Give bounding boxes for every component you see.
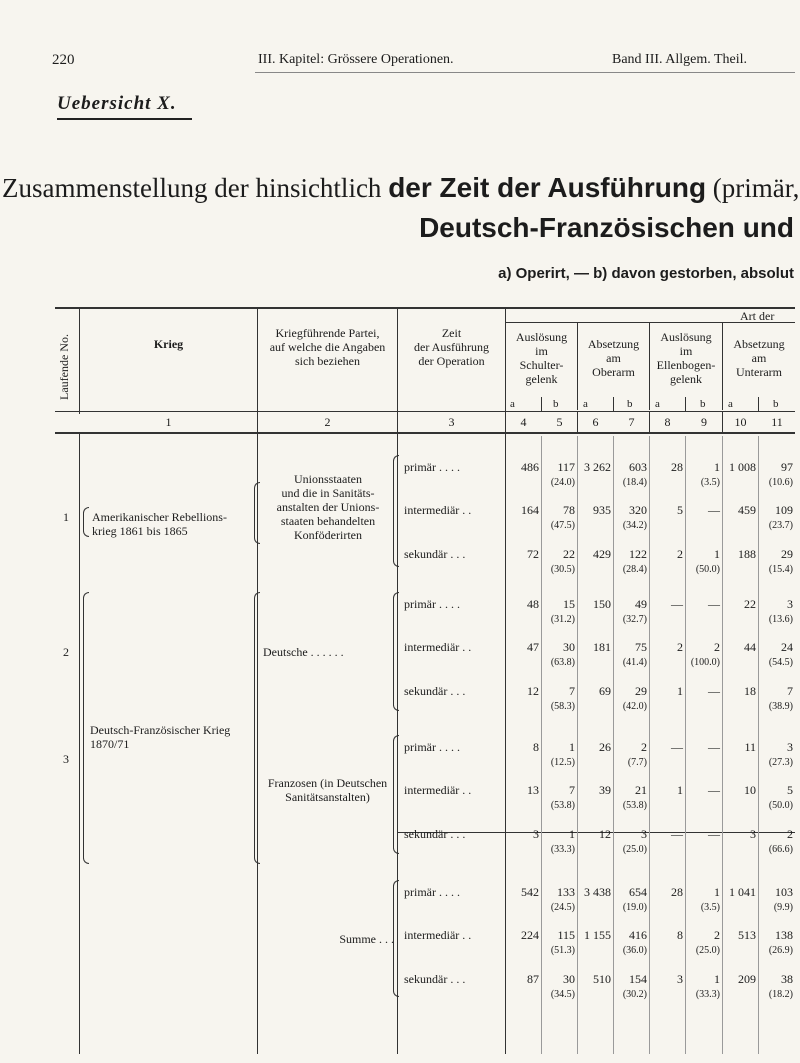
- party-line: Konföderirten: [294, 528, 362, 542]
- cell-c6: 3 438: [584, 885, 611, 899]
- group-line: im: [679, 344, 693, 358]
- cell-c5: 30: [563, 640, 575, 654]
- row-zeit: sekundär . . .: [404, 684, 466, 698]
- cell-c6: 935: [593, 503, 611, 517]
- cell-c5: 117: [557, 460, 575, 474]
- sub-a: a: [728, 398, 733, 410]
- brace-war-2: [83, 592, 89, 864]
- cell-c11-percent: (9.9): [773, 902, 793, 913]
- group-line: Absetzung: [587, 337, 640, 351]
- colnum-1: 1: [165, 415, 172, 429]
- body-vline-1: [79, 434, 80, 1054]
- cell-c4: 3: [533, 827, 539, 841]
- row-zeit: intermediär . .: [404, 928, 472, 942]
- war-name-line: krieg 1861 bis 1865: [92, 524, 188, 538]
- cell-c7-percent: (18.4): [622, 477, 647, 488]
- header-rule: [255, 72, 795, 73]
- cell-c11: 138: [775, 928, 793, 942]
- table-top-rule: [55, 307, 795, 309]
- cell-c7-percent: (7.7): [627, 757, 647, 768]
- group-line: am: [606, 351, 621, 365]
- war-name-american: [92, 510, 227, 538]
- vline-1: [79, 309, 80, 414]
- cell-c7: 49: [635, 597, 647, 611]
- cell-c6: 1 155: [584, 928, 611, 942]
- header-partei-line: auf welche die Angaben: [269, 340, 386, 354]
- cell-c5: 15: [563, 597, 575, 611]
- header-group-oberarm: [578, 337, 649, 379]
- cell-c6: 39: [599, 783, 611, 797]
- cell-c10: 44: [744, 640, 756, 654]
- group-line: Unterarm: [736, 365, 782, 379]
- cell-c8: 2: [677, 547, 683, 561]
- cell-c9: 2: [714, 928, 720, 942]
- cell-c9: —: [708, 503, 720, 517]
- cell-c9: —: [708, 783, 720, 797]
- cell-c4: 486: [521, 460, 539, 474]
- brace-party-2: [254, 592, 260, 864]
- header-group-schulter: [506, 330, 577, 386]
- header-zeit: [398, 326, 505, 368]
- header-zeit-line: der Ausführung: [414, 340, 489, 354]
- cell-c6: 69: [599, 684, 611, 698]
- header-zeit-line: der Operation: [418, 354, 485, 368]
- cell-c5-percent: (51.3): [550, 945, 575, 956]
- cell-c10: 10: [744, 783, 756, 797]
- colnum-9: 9: [701, 415, 707, 429]
- cell-c11: 97: [781, 460, 793, 474]
- cell-c6: 429: [593, 547, 611, 561]
- cell-c8: 28: [671, 460, 683, 474]
- party-line: anstalten der Unions-: [276, 500, 380, 514]
- cell-c11-percent: (54.5): [768, 657, 793, 668]
- cell-c10: 1 008: [729, 460, 756, 474]
- cell-c10: 209: [738, 972, 756, 986]
- title-line-1: Zusammenstellung der hinsichtlich der Zeit der Ausführung (primär,: [2, 172, 800, 203]
- cell-c5-percent: (31.2): [550, 614, 575, 625]
- cell-c8: —: [671, 827, 683, 841]
- row-zeit: sekundär . . .: [404, 827, 466, 841]
- cell-c7: 416: [629, 928, 647, 942]
- cell-c5: 22: [563, 547, 575, 561]
- group-line: am: [751, 351, 767, 365]
- group-line: im: [535, 344, 548, 358]
- cell-c9-percent: (25.0): [695, 945, 720, 956]
- cell-c7-percent: (28.4): [622, 564, 647, 575]
- brace-zeit: [393, 880, 399, 997]
- colnum-7: 7: [628, 415, 635, 429]
- row-zeit: primär . . . .: [404, 885, 460, 899]
- header-laufende-no: Laufende No.: [57, 334, 71, 400]
- cell-c7-percent: (36.0): [622, 945, 647, 956]
- page-number: 220: [52, 52, 75, 68]
- cell-c4: 8: [533, 740, 539, 754]
- cell-c7: 320: [629, 503, 647, 517]
- row-zeit: primär . . . .: [404, 460, 460, 474]
- row-zeit: primär . . . .: [404, 597, 460, 611]
- cell-c9-percent: (3.5): [700, 902, 720, 913]
- cell-c8: —: [671, 740, 683, 754]
- war-number: 1: [63, 510, 69, 524]
- cell-c11: 29: [781, 547, 793, 561]
- cell-c10: 1 041: [729, 885, 756, 899]
- cell-c4: 72: [527, 547, 539, 561]
- cell-c11-percent: (18.2): [768, 989, 793, 1000]
- cell-c11-percent: (23.7): [768, 520, 793, 531]
- cell-c4: 542: [521, 885, 539, 899]
- row-zeit: sekundär . . .: [404, 547, 466, 561]
- cell-c11-percent: (66.6): [768, 844, 793, 855]
- header-partei: [258, 326, 397, 368]
- brace-zeit: [393, 735, 399, 854]
- cell-c11: 103: [775, 885, 793, 899]
- brace-zeit: [393, 455, 399, 567]
- party-german: Deutsche . . . . . .: [263, 645, 344, 659]
- cell-c10: 188: [738, 547, 756, 561]
- cell-c4: 224: [521, 928, 539, 942]
- body-col-divider: [722, 436, 723, 1054]
- cell-c9: —: [708, 740, 720, 754]
- cell-c8: 5: [677, 503, 683, 517]
- group-line: Schulter-: [519, 358, 564, 372]
- cell-c6: 510: [593, 972, 611, 986]
- cell-c5: 115: [557, 928, 575, 942]
- group-line: Auslösung: [515, 330, 568, 344]
- cell-c9-percent: (33.3): [695, 989, 720, 1000]
- cell-c4: 12: [527, 684, 539, 698]
- cell-c11: 5: [787, 783, 793, 797]
- war-name-franco-german: [90, 723, 230, 751]
- group-line: gelenk: [525, 372, 558, 386]
- cell-c8: 3: [677, 972, 683, 986]
- cell-c5: 1: [569, 740, 575, 754]
- cell-c10: 513: [738, 928, 756, 942]
- body-col-divider: [541, 436, 542, 1054]
- brace-party-1: [254, 482, 260, 544]
- war-name-line: Deutsch-Französischer Krieg: [90, 723, 231, 737]
- cell-c4: 48: [527, 597, 539, 611]
- colnum-3: 3: [448, 415, 455, 429]
- cell-c5-percent: (63.8): [550, 657, 575, 668]
- cell-c7: 122: [629, 547, 647, 561]
- title-line-2: Deutsch-Französischen und: [419, 212, 794, 243]
- summe-label: Summe . . .: [339, 932, 394, 946]
- ab-divider: [685, 397, 686, 411]
- party-line: staaten behandelten: [280, 514, 376, 528]
- cell-c7-percent: (34.2): [622, 520, 647, 531]
- party-line: Unionsstaaten: [294, 472, 362, 486]
- ab-divider: [613, 397, 614, 411]
- cell-c9: 1: [714, 885, 720, 899]
- cell-c7-percent: (19.0): [622, 902, 647, 913]
- cell-c5: 133: [557, 885, 575, 899]
- cell-c10: 11: [744, 740, 756, 754]
- cell-c4: 164: [521, 503, 539, 517]
- row-zeit: intermediär . .: [404, 640, 472, 654]
- cell-c9-percent: (50.0): [695, 564, 720, 575]
- group-line: Auslösung: [660, 330, 712, 344]
- brace-zeit: [393, 592, 399, 711]
- colnum-11: 11: [771, 415, 783, 429]
- title-line-3: a) Operirt, — b) davon gestorben, absolut: [498, 265, 794, 282]
- running-header-band: Band III. Allgem. Theil.: [612, 52, 748, 67]
- row-zeit: intermediär . .: [404, 783, 472, 797]
- header-partei-line: sich beziehen: [295, 354, 360, 368]
- cell-c11-percent: (26.9): [768, 945, 793, 956]
- cell-c5-percent: (33.3): [550, 844, 575, 855]
- header-rule-2: [55, 432, 795, 434]
- group-line: gelenk: [670, 372, 702, 386]
- cell-c9: —: [708, 827, 720, 841]
- cell-c9: 1: [714, 547, 720, 561]
- cell-c6: 26: [599, 740, 611, 754]
- cell-c5-percent: (34.5): [550, 989, 575, 1000]
- colnum-6: 6: [592, 415, 599, 429]
- cell-c8: 1: [677, 783, 683, 797]
- sub-a: a: [510, 398, 515, 410]
- cell-c7-percent: (30.2): [622, 989, 647, 1000]
- cell-c4: 47: [527, 640, 539, 654]
- group-line: Oberarm: [592, 365, 635, 379]
- cell-c8: 8: [677, 928, 683, 942]
- cell-c4: 13: [527, 783, 539, 797]
- party-line: Franzosen (in Deutschen: [267, 776, 388, 790]
- cell-c5: 78: [563, 503, 575, 517]
- cell-c8: 1: [677, 684, 683, 698]
- cell-c5: 7: [569, 783, 575, 797]
- row-zeit: primär . . . .: [404, 740, 460, 754]
- cell-c11: 2: [787, 827, 793, 841]
- cell-c11-percent: (27.3): [768, 757, 793, 768]
- cell-c9: 1: [714, 972, 720, 986]
- body-col-divider: [649, 436, 650, 1054]
- colnum-2: 2: [324, 415, 331, 429]
- war-name-line: Amerikanischer Rebellions-: [92, 510, 227, 524]
- cell-c7-percent: (53.8): [622, 800, 647, 811]
- header-rule-1: [55, 411, 795, 412]
- cell-c7-percent: (42.0): [622, 701, 647, 712]
- cell-c5: 1: [569, 827, 575, 841]
- cell-c11-percent: (15.4): [768, 564, 793, 575]
- war-name-line: 1870/71: [90, 737, 130, 751]
- cell-c6: 150: [593, 597, 611, 611]
- header-group-ellenbogen: [650, 330, 722, 386]
- header-zeit-line: Zeit: [441, 326, 462, 340]
- cell-c11-percent: (13.6): [768, 614, 793, 625]
- cell-c7-percent: (32.7): [622, 614, 647, 625]
- cell-c6: 3 262: [584, 460, 611, 474]
- body-col-divider: [577, 436, 578, 1054]
- cell-c9: 2: [714, 640, 720, 654]
- party-line: Sanitätsanstalten): [285, 790, 370, 804]
- group-line: Absetzung: [733, 337, 785, 351]
- cell-c9: 1: [714, 460, 720, 474]
- cell-c11-percent: (10.6): [768, 477, 793, 488]
- cell-c10: 18: [744, 684, 756, 698]
- row-zeit: sekundär . . .: [404, 972, 466, 986]
- body-col-divider: [758, 436, 759, 1054]
- brace-war-1: [83, 507, 89, 537]
- cell-c11: 7: [787, 684, 793, 698]
- header-krieg: Krieg: [153, 337, 184, 351]
- cell-c5-percent: (58.3): [550, 701, 575, 712]
- cell-c5-percent: (47.5): [550, 520, 575, 531]
- cell-c11: 109: [775, 503, 793, 517]
- cell-c10: 3: [750, 827, 756, 841]
- row-zeit: intermediär . .: [404, 503, 472, 517]
- party-french: [258, 776, 397, 804]
- cell-c7: 154: [629, 972, 647, 986]
- war-number: 2: [63, 645, 69, 659]
- sub-a: a: [583, 398, 588, 410]
- war-number: 3: [63, 752, 69, 766]
- colnum-10: 10: [734, 415, 747, 429]
- cell-c11: 3: [787, 597, 793, 611]
- colnum-5: 5: [556, 415, 563, 429]
- cell-c10: 22: [744, 597, 756, 611]
- overview-underline: [57, 118, 192, 120]
- cell-c11-percent: (50.0): [768, 800, 793, 811]
- cell-c5-percent: (24.5): [550, 902, 575, 913]
- cell-c6: 12: [599, 827, 611, 841]
- party-union: [262, 472, 394, 542]
- cell-c7: 29: [635, 684, 647, 698]
- running-header-chapter: III. Kapitel: Grössere Operationen.: [258, 52, 454, 67]
- cell-c10: 459: [738, 503, 756, 517]
- sub-b: b: [700, 398, 706, 410]
- sub-b: b: [773, 398, 779, 410]
- cell-c5: 30: [563, 972, 575, 986]
- cell-c11-percent: (38.9): [768, 701, 793, 712]
- cell-c7: 75: [635, 640, 647, 654]
- cell-c7: 654: [629, 885, 647, 899]
- cell-c7-percent: (41.4): [622, 657, 647, 668]
- sub-b: b: [553, 398, 559, 410]
- cell-c7-percent: (25.0): [622, 844, 647, 855]
- cell-c7: 2: [641, 740, 647, 754]
- group-line: Ellenbogen-: [656, 358, 716, 372]
- body-col-divider: [685, 436, 686, 1054]
- cell-c9: —: [708, 597, 720, 611]
- cell-c7: 21: [635, 783, 647, 797]
- header-group-unterarm: [723, 337, 795, 379]
- body-col-divider: [613, 436, 614, 1054]
- cell-c11: 38: [781, 972, 793, 986]
- colnum-4: 4: [520, 415, 527, 429]
- cell-c9-percent: (3.5): [700, 477, 720, 488]
- sub-b: b: [627, 398, 633, 410]
- cell-c9: —: [708, 684, 720, 698]
- overview-title: Uebersicht X.: [57, 93, 177, 114]
- cell-c9-percent: (100.0): [690, 657, 720, 668]
- ab-divider: [541, 397, 542, 411]
- cell-c5-percent: (12.5): [550, 757, 575, 768]
- cell-c5-percent: (24.0): [550, 477, 575, 488]
- colnum-8: 8: [664, 415, 671, 429]
- header-art: Art der: [740, 309, 775, 323]
- cell-c7: 603: [629, 460, 647, 474]
- cell-c11: 24: [781, 640, 793, 654]
- cell-c8: 2: [677, 640, 683, 654]
- cell-c5-percent: (30.5): [550, 564, 575, 575]
- cell-c5-percent: (53.8): [550, 800, 575, 811]
- cell-c8: —: [671, 597, 683, 611]
- cell-c5: 7: [569, 684, 575, 698]
- cell-c8: 28: [671, 885, 683, 899]
- party-line: und die in Sanitäts-: [281, 486, 375, 500]
- cell-c11: 3: [787, 740, 793, 754]
- cell-c4: 87: [527, 972, 539, 986]
- header-partei-line: Kriegführende Partei,: [275, 326, 380, 340]
- sub-a: a: [655, 398, 660, 410]
- cell-c7: 3: [641, 827, 647, 841]
- ab-divider: [758, 397, 759, 411]
- cell-c6: 181: [593, 640, 611, 654]
